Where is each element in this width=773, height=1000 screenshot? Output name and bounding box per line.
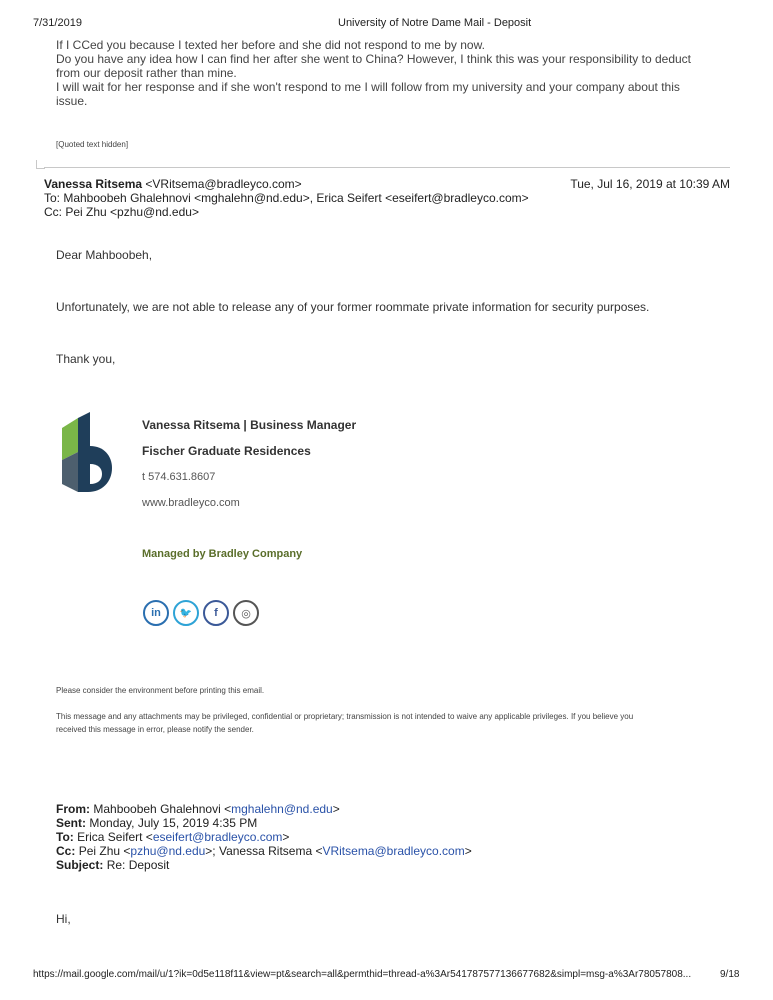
print-title: University of Notre Dame Mail - Deposit xyxy=(338,17,532,29)
signature-managed-by: Managed by Bradley Company xyxy=(142,548,303,560)
fwd-to xyxy=(56,830,289,844)
fwd-subject xyxy=(56,858,169,872)
fwd-cc-end: > xyxy=(464,844,472,858)
instagram-icon[interactable]: ◎ xyxy=(233,600,259,626)
fwd-subject-value: Re: Deposit xyxy=(106,858,170,872)
linkedin-icon[interactable]: in xyxy=(143,600,169,626)
print-footer-page: 9/18 xyxy=(720,969,740,980)
signature-website[interactable]: www.bradleyco.com xyxy=(142,497,240,509)
fwd-sent-label: Sent: xyxy=(56,816,86,830)
fwd-to-name: Erica Seifert < xyxy=(77,830,153,844)
fwd-cc-label: Cc: xyxy=(56,844,76,858)
fwd-from-email[interactable]: mghalehn@nd.edu xyxy=(231,802,333,816)
legal-disclaimer-line-1: This message and any attachments may be privileged, confidential or proprietary; transmission is not intended to waive any applicable privileges. If you believe you xyxy=(56,712,634,721)
message-closing: Thank you, xyxy=(56,352,116,366)
signature-org: Fischer Graduate Residences xyxy=(142,444,311,458)
message-cc: Cc: Pei Zhu <pzhu@nd.edu> xyxy=(44,205,199,219)
fwd-cc-email-1[interactable]: pzhu@nd.edu xyxy=(130,844,206,858)
facebook-icon[interactable]: f xyxy=(203,600,229,626)
message-body: Unfortunately, we are not able to release any of your former roommate private information for security purposes. xyxy=(56,300,650,314)
quoted-line-5: issue. xyxy=(56,94,88,108)
sender-email: <VRitsema@bradleyco.com> xyxy=(145,177,302,191)
signature-phone: t 574.631.8607 xyxy=(142,471,216,483)
fwd-cc xyxy=(56,844,472,858)
fwd-greeting: Hi, xyxy=(56,912,71,926)
fwd-sent-value: Monday, July 15, 2019 4:35 PM xyxy=(89,816,258,830)
print-date: 7/31/2019 xyxy=(33,17,82,29)
quoted-line-2: Do you have any idea how I can find her after she went to China? However, I think this was your responsibility to deduct xyxy=(56,52,692,66)
quoted-text-hidden-link[interactable]: [Quoted text hidden] xyxy=(56,140,129,149)
fwd-cc-email-2[interactable]: VRitsema@bradleyco.com xyxy=(322,844,465,858)
twitter-icon[interactable]: 🐦 xyxy=(173,600,199,626)
fwd-subject-label: Subject: xyxy=(56,858,104,872)
fwd-to-label: To: xyxy=(56,830,74,844)
fwd-sent xyxy=(56,816,257,830)
quoted-line-3: from our deposit rather than mine. xyxy=(56,66,237,80)
environment-notice: Please consider the environment before printing this email. xyxy=(56,686,265,695)
fwd-from xyxy=(56,802,340,816)
message-separator xyxy=(44,167,730,168)
sender-name: Vanessa Ritsema xyxy=(44,177,143,191)
message-date: Tue, Jul 16, 2019 at 10:39 AM xyxy=(570,177,730,191)
signature-name-title: Vanessa Ritsema | Business Manager xyxy=(142,418,357,432)
bradley-logo xyxy=(58,412,114,494)
message-sender xyxy=(44,177,302,191)
fwd-to-email[interactable]: eseifert@bradleyco.com xyxy=(152,830,283,844)
message-to: To: Mahboobeh Ghalehnovi <mghalehn@nd.edu>, Erica Seifert <eseifert@bradleyco.com> xyxy=(44,191,529,205)
fwd-from-name: Mahboobeh Ghalehnovi < xyxy=(93,802,232,816)
legal-disclaimer-line-2: received this message in error, please notify the sender. xyxy=(56,725,254,734)
fwd-to-end: > xyxy=(282,830,290,844)
fwd-cc-mid: >; Vanessa Ritsema < xyxy=(205,844,323,858)
message-greeting: Dear Mahboobeh, xyxy=(56,248,153,262)
fwd-cc-name-1: Pei Zhu < xyxy=(78,844,131,858)
print-footer-url: https://mail.google.com/mail/u/1?ik=0d5e118f11&view=pt&search=all&permthid=thread-a%3Ar541787577136677682&simpl=msg-a%3Ar78057808... xyxy=(33,969,692,980)
fwd-from-label: From: xyxy=(56,802,90,816)
quoted-line-4: I will wait for her response and if she won't respond to me I will follow from my university and your company about this xyxy=(56,80,680,94)
fwd-from-end: > xyxy=(332,802,340,816)
quoted-line-1: If I CCed you because I texted her before and she did not respond to me by now. xyxy=(56,38,485,52)
